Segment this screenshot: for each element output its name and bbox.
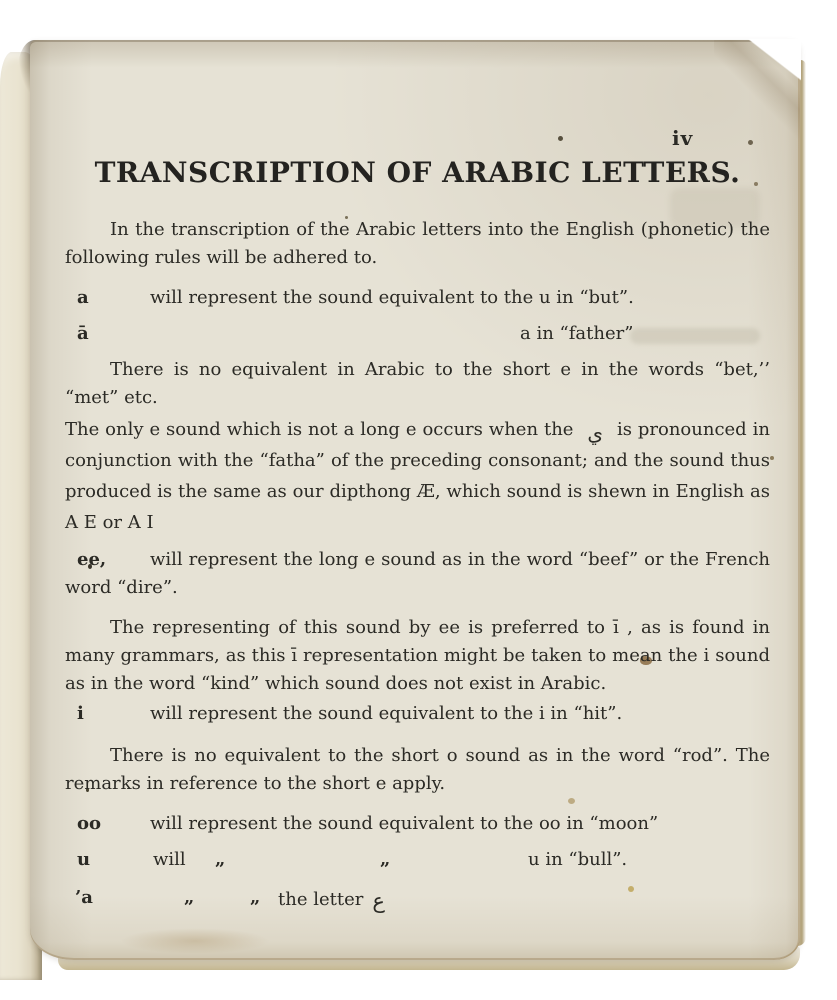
rule-row-oo: [65, 810, 770, 838]
phoneme-desc-a: will represent the sound equivalent to the u in “but”.: [150, 287, 634, 308]
phoneme-desc-ain: [278, 884, 385, 914]
page-content: [65, 120, 770, 914]
phoneme-desc-u: u in “bull”.: [528, 849, 628, 870]
rule-row-u: [65, 846, 770, 876]
phoneme-term-ain: ’a: [75, 887, 93, 908]
e-sound-text-after: is pronounced in conjunction with the “fatha” of the preceding consonant; and the sound thus produced is the same as our dipthong Æ, which sound is shewn in English as A E or A I: [65, 419, 770, 533]
rule-row-ee: [65, 546, 770, 602]
ain-desc-label: the letter: [278, 889, 364, 910]
e-sound-text-before: The only e sound which is not a long e occurs when the: [65, 419, 574, 440]
phoneme-term-u: u: [77, 849, 91, 870]
phoneme-desc-i: will represent the sound equivalent to the i in “hit”.: [150, 703, 623, 724]
ditto-mark: „: [380, 849, 390, 870]
rule-row-ain: [65, 884, 770, 914]
e-sound-paragraph: The only e sound which is not a long e occurs when the ي is pronounced in conjunction with the “fatha” of the preceding consonant; and the sound thus produced is the same as our dipthong Æ, which sound is shewn in English as A E or A I: [65, 419, 770, 533]
rule-row-a-macron: [65, 320, 770, 348]
page-title: TRANSCRIPTION OF ARABIC LETTERS.: [94, 156, 741, 189]
rule-row-a: [65, 284, 770, 312]
phoneme-desc-a-macron: a in “father”: [520, 323, 634, 344]
phoneme-term-a-macron: ā: [77, 323, 89, 344]
short-o-paragraph: There is no equivalent to the short o sound as in the word “rod”. The remarks in reference to the short e apply.: [65, 745, 770, 794]
arabic-ain-glyph: ع: [372, 889, 385, 913]
page-number: iv: [672, 126, 694, 150]
page-stain: [120, 928, 270, 954]
phoneme-desc-oo: will represent the sound equivalent to the oo in “moon”: [150, 813, 659, 834]
short-e-paragraph: There is no equivalent in Arabic to the short e in the words “bet,’’ “met” etc.: [65, 359, 770, 408]
book-page: [30, 40, 800, 960]
phoneme-desc-ee: will represent the long e sound as in the word “beef” or the French word “dire”.: [65, 549, 770, 598]
ditto-mark: „: [184, 887, 194, 908]
u-row-will: will: [153, 849, 186, 870]
ditto-mark: „: [250, 887, 260, 908]
phoneme-term-i: i: [77, 703, 84, 724]
rule-row-i: [65, 700, 770, 728]
phoneme-term-a: a: [77, 287, 89, 308]
phoneme-term-oo: oo: [77, 813, 102, 834]
ee-preferred-paragraph: The representing of this sound by ee is preferred to ī , as is found in many grammars, as this ī representation might be taken to mean the i sound as in the word “kind” which sound does not exist in Arabic.: [65, 617, 770, 694]
intro-paragraph: In the transcription of the Arabic letters into the English (phonetic) the following rules will be adhered to.: [65, 219, 770, 268]
ditto-mark: „: [215, 849, 225, 870]
foxing-spot: [770, 456, 774, 460]
phoneme-term-ee: ee,: [77, 549, 107, 570]
